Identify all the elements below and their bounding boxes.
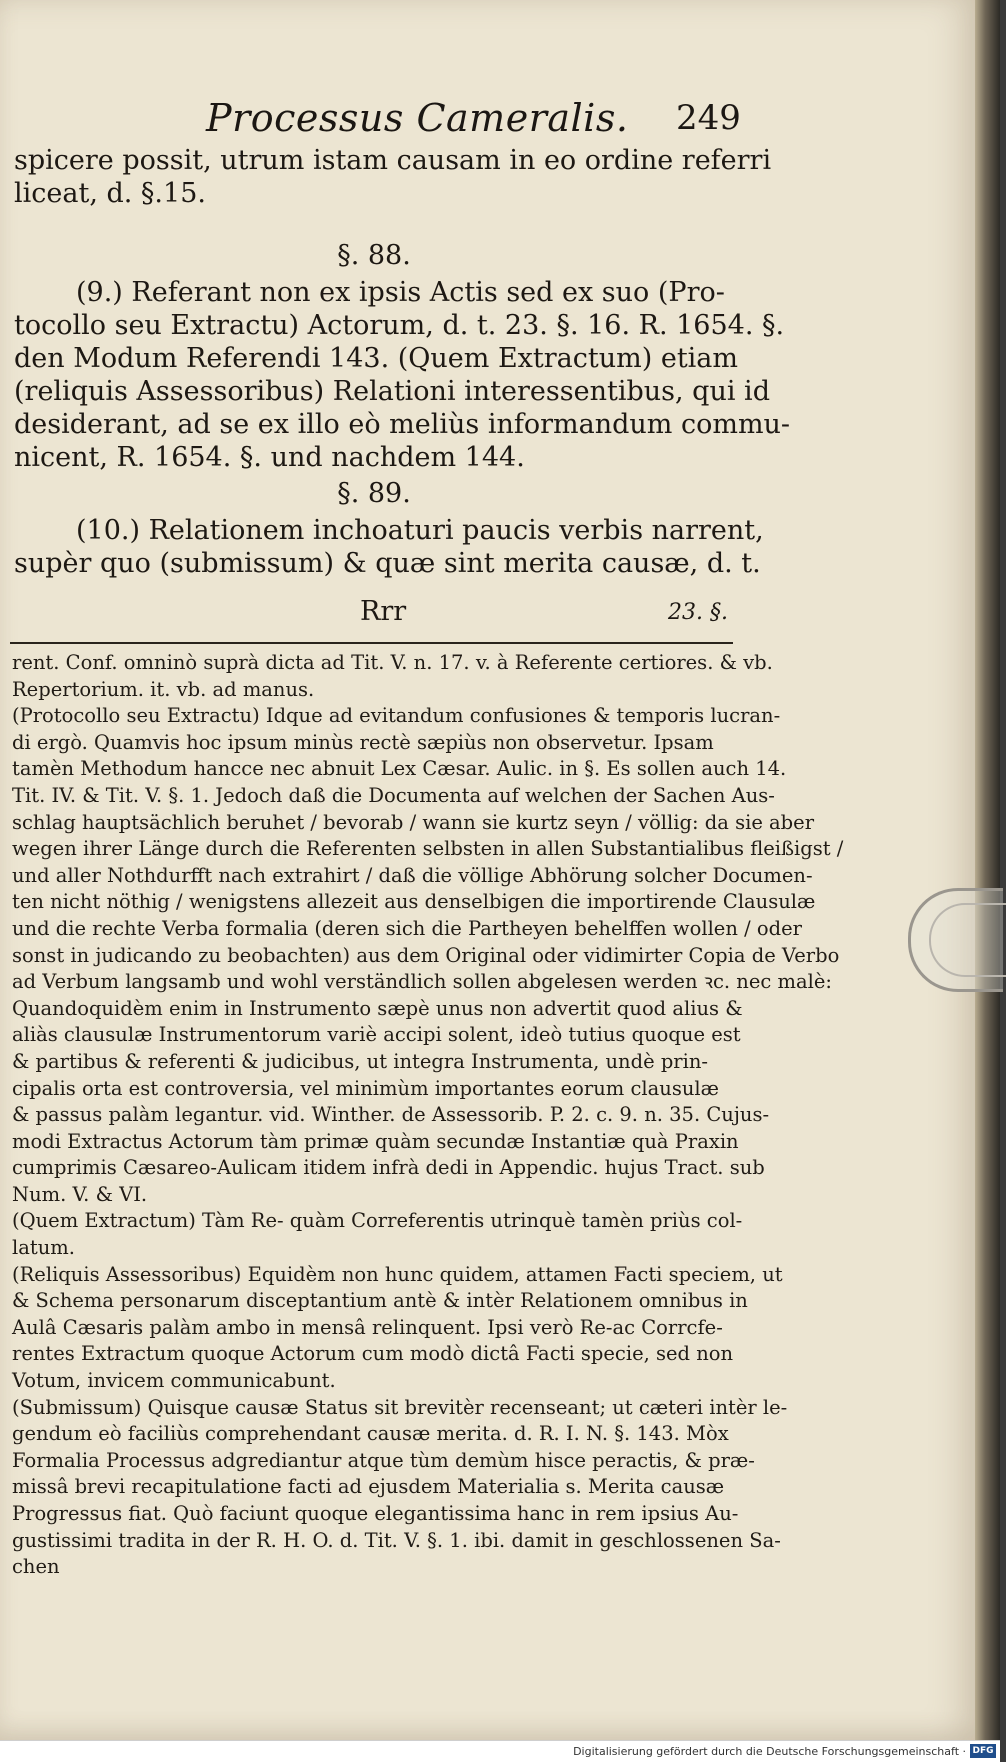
- footnote-line: Num. V. & VI.: [12, 1182, 148, 1206]
- footnote-line: & passus palàm legantur. vid. Winther. de Assessorib. P. 2. c. 9. n. 35. Cujus-: [12, 1103, 770, 1127]
- signature-mark: Rrr: [360, 596, 407, 627]
- footnote-line: latum.: [12, 1236, 75, 1260]
- footnote-line: (Submissum) Quisque causæ Status sit brevitèr recenseant; ut cæteri intèr le-: [12, 1395, 788, 1419]
- footnote-line: Repertorium. it. vb. ad manus.: [12, 677, 315, 701]
- footnote-line: cumprimis Cæsareo-Aulicam itidem infrà dedi in Appendic. hujus Tract. sub: [12, 1156, 765, 1180]
- page-clip: [908, 888, 1003, 992]
- footnote-line: sonst in judicando zu beobachten) aus dem Original oder vidimirter Copia de Verbo: [12, 943, 840, 967]
- footnote-line: (Quem Extractum) Tàm Re- quàm Correferentis utrinquè tamèn priùs col-: [12, 1209, 743, 1233]
- footnote-line: Tit. IV. & Tit. V. §. 1. Jedoch daß die Documenta auf welchen der Sachen Aus-: [12, 783, 775, 807]
- footnote-line: rent. Conf. omninò suprà dicta ad Tit. V. n. 17. v. à Referente certiores. & vb.: [12, 651, 773, 674]
- main-text: [14, 144, 791, 580]
- text-line: tocollo seu Extractu) Actorum, d. t. 23. §. 16. R. 1654. §.: [14, 310, 785, 341]
- footnote-line: aliàs clausulæ Instrumentorum variè accipi solent, ideò tutius quoque est: [12, 1023, 741, 1047]
- footnote-line: und aller Nothdurfft nach extrahirt / daß die völlige Abhörung solcher Documen-: [12, 863, 813, 887]
- book-edge: [975, 0, 1000, 1740]
- footnote-line: wegen ihrer Länge durch die Referenten selbsten in allen Substantialibus fleißigst /: [12, 837, 844, 861]
- footnote-line: (Protocollo seu Extractu) Idque ad evitandum confusiones & temporis lucran-: [12, 704, 781, 728]
- digitization-footer: [0, 1740, 1000, 1762]
- footnote-line: Votum, invicem communicabunt.: [12, 1369, 336, 1393]
- footnote-line: & Schema personarum disceptantium antè & intèr Relationem omnibus in: [12, 1289, 748, 1313]
- running-title: Processus Cameralis.: [206, 96, 629, 140]
- footnote-line: ten nicht nöthig / wenigstens allezeit aus denselbigen die importirende Clausulæ: [12, 890, 816, 914]
- footnote-line: Progressus fiat. Quò faciunt quoque elegantissima hanc in rem ipsius Au-: [12, 1502, 739, 1525]
- text-line: (10.) Relationem inchoaturi paucis verbis narrent,: [76, 515, 764, 546]
- footnotes: [12, 650, 844, 1581]
- footnote-line: Aulâ Cæsaris palàm ambo in mensâ relinquent. Ipsi verò Re-ac Corrcfe-: [12, 1315, 723, 1339]
- page-clip-inner: [929, 903, 1006, 977]
- footer-credit: Digitalisierung gefördert durch die Deutsche Forschungsgemeinschaft ·: [573, 1745, 966, 1758]
- footnote-line: chen: [12, 1555, 60, 1579]
- page-number: 249: [676, 98, 741, 138]
- text-line: supèr quo (submissum) & quæ sint merita causæ, d. t.: [14, 548, 761, 579]
- footnote-line: cipalis orta est controversia, vel minimùm importantes eorum clausulæ: [12, 1076, 719, 1100]
- footnote-line: rentes Extractum quoque Actorum cum modò dictâ Facti specie, sed non: [12, 1342, 734, 1366]
- page-header: [206, 96, 741, 142]
- text-line: nicent, R. 1654. §. und nachdem 144.: [14, 442, 525, 473]
- catchword: 23. §.: [668, 600, 728, 625]
- text-line: (reliquis Assessoribus) Relationi interessentibus, qui id: [14, 376, 770, 407]
- dfg-logo: DFG: [970, 1744, 996, 1758]
- footnote-line: & partibus & referenti & judicibus, ut integra Instrumenta, undè prin-: [12, 1049, 709, 1073]
- footnote-line: tamèn Methodum hancce nec abnuit Lex Cæsar. Aulic. in §. Es sollen auch 14.: [12, 757, 787, 781]
- footnote-line: schlag hauptsächlich beruhet / bevorab / wann sie kurtz seyn / völlig: da sie aber: [12, 810, 815, 834]
- footnote-line: Quandoquidèm enim in Instrumento sæpè unus non advertit quod alius &: [12, 996, 743, 1020]
- footnote-line: (Reliquis Assessoribus) Equidèm non hunc quidem, attamen Facti speciem, ut: [12, 1262, 783, 1286]
- footnote-line: di ergò. Quamvis hoc ipsum minùs rectè sæpiùs non observetur. Ipsam: [12, 730, 714, 754]
- footnote-line: modi Extractus Actorum tàm primæ quàm secundæ Instantiæ quà Praxin: [12, 1129, 739, 1153]
- section-heading-88: §. 88.: [337, 240, 411, 271]
- footnote-line: missâ brevi recapitulatione facti ad ejusdem Materialia s. Merita causæ: [12, 1475, 725, 1499]
- footnote-line: gendum eò faciliùs comprehendant causæ merita. d. R. I. N. §. 143. Mòx: [12, 1422, 729, 1446]
- footnote-line: ad Verbum langsamb und wohl verständlich sollen abgelesen werden ꝛc. nec malè:: [12, 970, 832, 994]
- footnote-line: gustissimi tradita in der R. H. O. d. Tit. V. §. 1. ibi. damit in geschlossenen Sa-: [12, 1528, 781, 1552]
- section-heading-89: §. 89.: [337, 478, 411, 509]
- text-line: (9.) Referant non ex ipsis Actis sed ex suo (Pro-: [76, 277, 725, 308]
- footnote-divider: [10, 642, 733, 644]
- text-line: den Modum Referendi 143. (Quem Extractum) etiam: [14, 343, 739, 374]
- text-line: liceat, d. §.15.: [14, 178, 206, 209]
- footnote-line: und die rechte Verba formalia (deren sich die Partheyen behelffen wollen / oder: [12, 916, 802, 940]
- text-line: spicere possit, utrum istam causam in eo ordine referri: [14, 145, 772, 176]
- text-line: desiderant, ad se ex illo eò meliùs informandum commu-: [14, 409, 791, 440]
- footnote-line: Formalia Processus adgrediantur atque tùm demùm hisce peractis, & præ-: [12, 1448, 755, 1472]
